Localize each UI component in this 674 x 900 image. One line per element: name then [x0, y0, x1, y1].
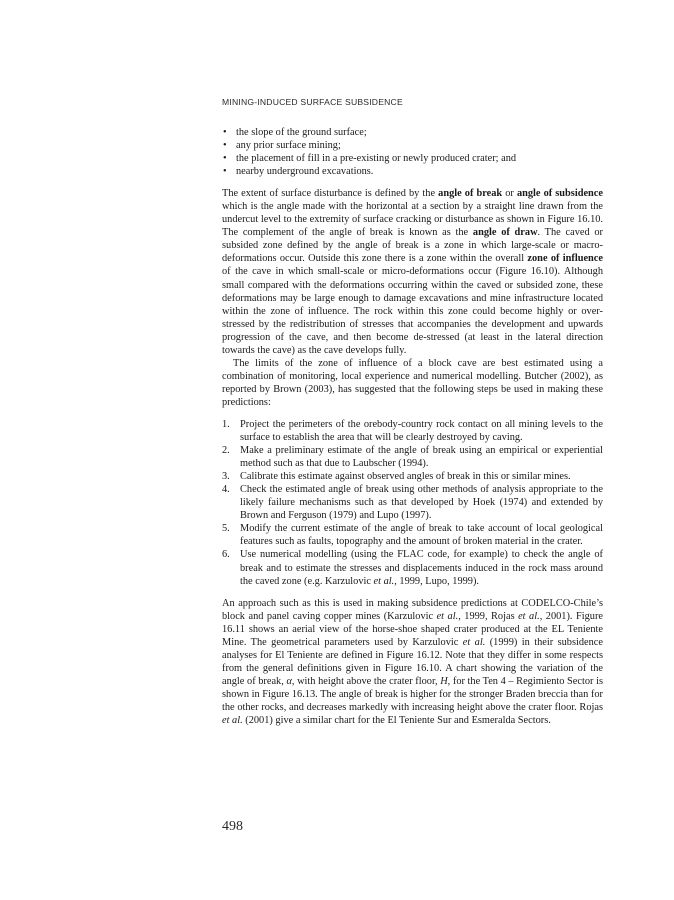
- text-italic: et al.: [222, 715, 243, 727]
- text-italic: et al.: [436, 610, 459, 622]
- step-number: 4.: [222, 484, 230, 496]
- text-run: of the cave in which small-scale or micro-deformations occur (Figure 16.10). Although small compared with the deformations occurring within the caved or subsided zone, these deformations may be large enough to damage excavations and mine infrastructure located within the zone of influence. The rock within this zone could become highly or over-stressed by the redistribution of stresses that accompanies the development and upwards progression of the cave, and then become de-stressed (at least in the lateral direction towards the cave) as the cave develops fully.: [222, 266, 603, 356]
- symbol-h: H: [440, 675, 448, 687]
- page-number: 498: [222, 819, 243, 834]
- term-zone-of-influence: zone of influence: [527, 253, 603, 265]
- term-angle-of-draw: angle of draw: [472, 227, 538, 239]
- step-item: [222, 444, 603, 470]
- step-item: [222, 418, 603, 444]
- bullet-dot: •: [223, 166, 227, 178]
- bullet-dot: •: [223, 140, 227, 152]
- text-italic: et al.: [462, 636, 486, 648]
- text-run: An approach such as this is used in making subsidence predictions at CODELCO-Chile’s block and panel caving copper mines (Karzulovic: [222, 597, 603, 622]
- text-run: , 2001). Figure 16.11 shows an aerial view of the horse-shoe shaped crater produced at the EL Teniente Mine. The geometrical parameters used by Karzulovic: [222, 610, 603, 648]
- step-text-italic: et al.: [373, 575, 395, 587]
- bullet-item: [222, 152, 603, 165]
- paragraph-codelco: [222, 597, 603, 727]
- bullet-dot: •: [223, 127, 227, 138]
- step-number: 2.: [222, 445, 230, 457]
- step-text: Use numerical modelling (using the FLAC code, for example) to check the angle of break and to estimate the stresses and displacements induced in the rock mass around the caved zone (e.g. Karzulovic: [240, 549, 603, 587]
- text-run: (1999) in their subsidence analyses for El Teniente are defined in Figure 16.12. Note that they differ in some respects from the general definitions given in Figure 16.10. A chart showing the variation of the angle of break,: [222, 636, 603, 687]
- step-text: , 1999, Lupo, 1999).: [394, 575, 479, 587]
- bullet-list: [222, 126, 603, 178]
- bullet-item: [222, 165, 603, 178]
- text-run: or: [502, 188, 517, 200]
- step-item: [222, 470, 603, 483]
- step-number: 1.: [222, 418, 230, 430]
- body-text: [222, 126, 603, 727]
- term-angle-of-break: angle of break: [438, 188, 503, 200]
- step-text: Calibrate this estimate against observed angles of break in this or similar mines.: [240, 471, 571, 483]
- step-text: Project the perimeters of the orebody-country rock contact on all mining levels to the surface to establish the area that will be clearly destroyed by caving.: [240, 418, 603, 444]
- bullet-text: any prior surface mining;: [236, 140, 341, 152]
- step-number: 3.: [222, 471, 230, 483]
- symbol-alpha: α: [286, 675, 292, 687]
- step-number: 6.: [222, 549, 230, 561]
- text-run: , with height above the crater floor,: [291, 675, 441, 687]
- bullet-item: [222, 139, 603, 152]
- text-run: (2001) give a similar chart for the El Teniente Sur and Esmeralda Sectors.: [242, 715, 551, 727]
- step-text: Modify the current estimate of the angle of break to take account of local geological features such as faults, topography and the amount of broken material in the crater.: [240, 523, 603, 548]
- paragraph-angle-of-break: [222, 187, 603, 357]
- text-run: . The caved or subsided zone defined by the angle of break is a zone in which large-scale or macro-deformations occur. Outside this zone there is a zone within the overall: [222, 227, 603, 265]
- bullet-dot: •: [223, 153, 227, 165]
- text-run: which is the angle made with the horizontal at a section by a straight line drawn from the undercut level to the extremity of surface cracking or disturbance as shown in Figure 16.10. The complement of the angle of break is known as the: [222, 201, 603, 239]
- steps-list: [222, 418, 603, 588]
- paragraph-limits: The limits of the zone of influence of a block cave are best estimated using a combination of monitoring, local experience and numerical modelling. Butcher (2002), as reported by Brown (2003), has suggested that the following steps be used in making these predictions:: [222, 357, 603, 408]
- step-item: [222, 522, 603, 548]
- running-head: MINING-INDUCED SURFACE SUBSIDENCE: [222, 97, 403, 107]
- step-text: Make a preliminary estimate of the angle of break using an empirical or experiential method such as that due to Laubscher (1994).: [240, 445, 603, 470]
- bullet-text: the slope of the ground surface;: [236, 127, 367, 138]
- step-item: [222, 483, 603, 522]
- text-run: , 1999, Rojas: [458, 610, 519, 622]
- text-run: , for the Ten 4 – Regimiento Sector is shown in Figure 16.13. The angle of break is higher for the stronger Braden breccia than for the other rocks, and decreases markedly with increasing height above the crater floor. Rojas: [222, 675, 603, 713]
- step-text: Check the estimated angle of break using other methods of analysis appropriate to the likely failure mechanisms such as that developed by Hoek (1974) and extended by Brown and Ferguson (1979) and Lupo (1997).: [240, 484, 603, 522]
- step-number: 5.: [222, 523, 230, 535]
- bullet-text: the placement of fill in a pre-existing or newly produced crater; and: [236, 153, 517, 165]
- term-angle-of-subsidence: angle of subsidence: [516, 188, 603, 200]
- bullet-text: nearby underground excavations.: [236, 166, 374, 178]
- text-italic: et al.: [518, 610, 540, 622]
- text-run: The extent of surface disturbance is defined by the: [222, 188, 439, 200]
- bullet-item: [222, 126, 603, 139]
- step-item: [222, 548, 603, 587]
